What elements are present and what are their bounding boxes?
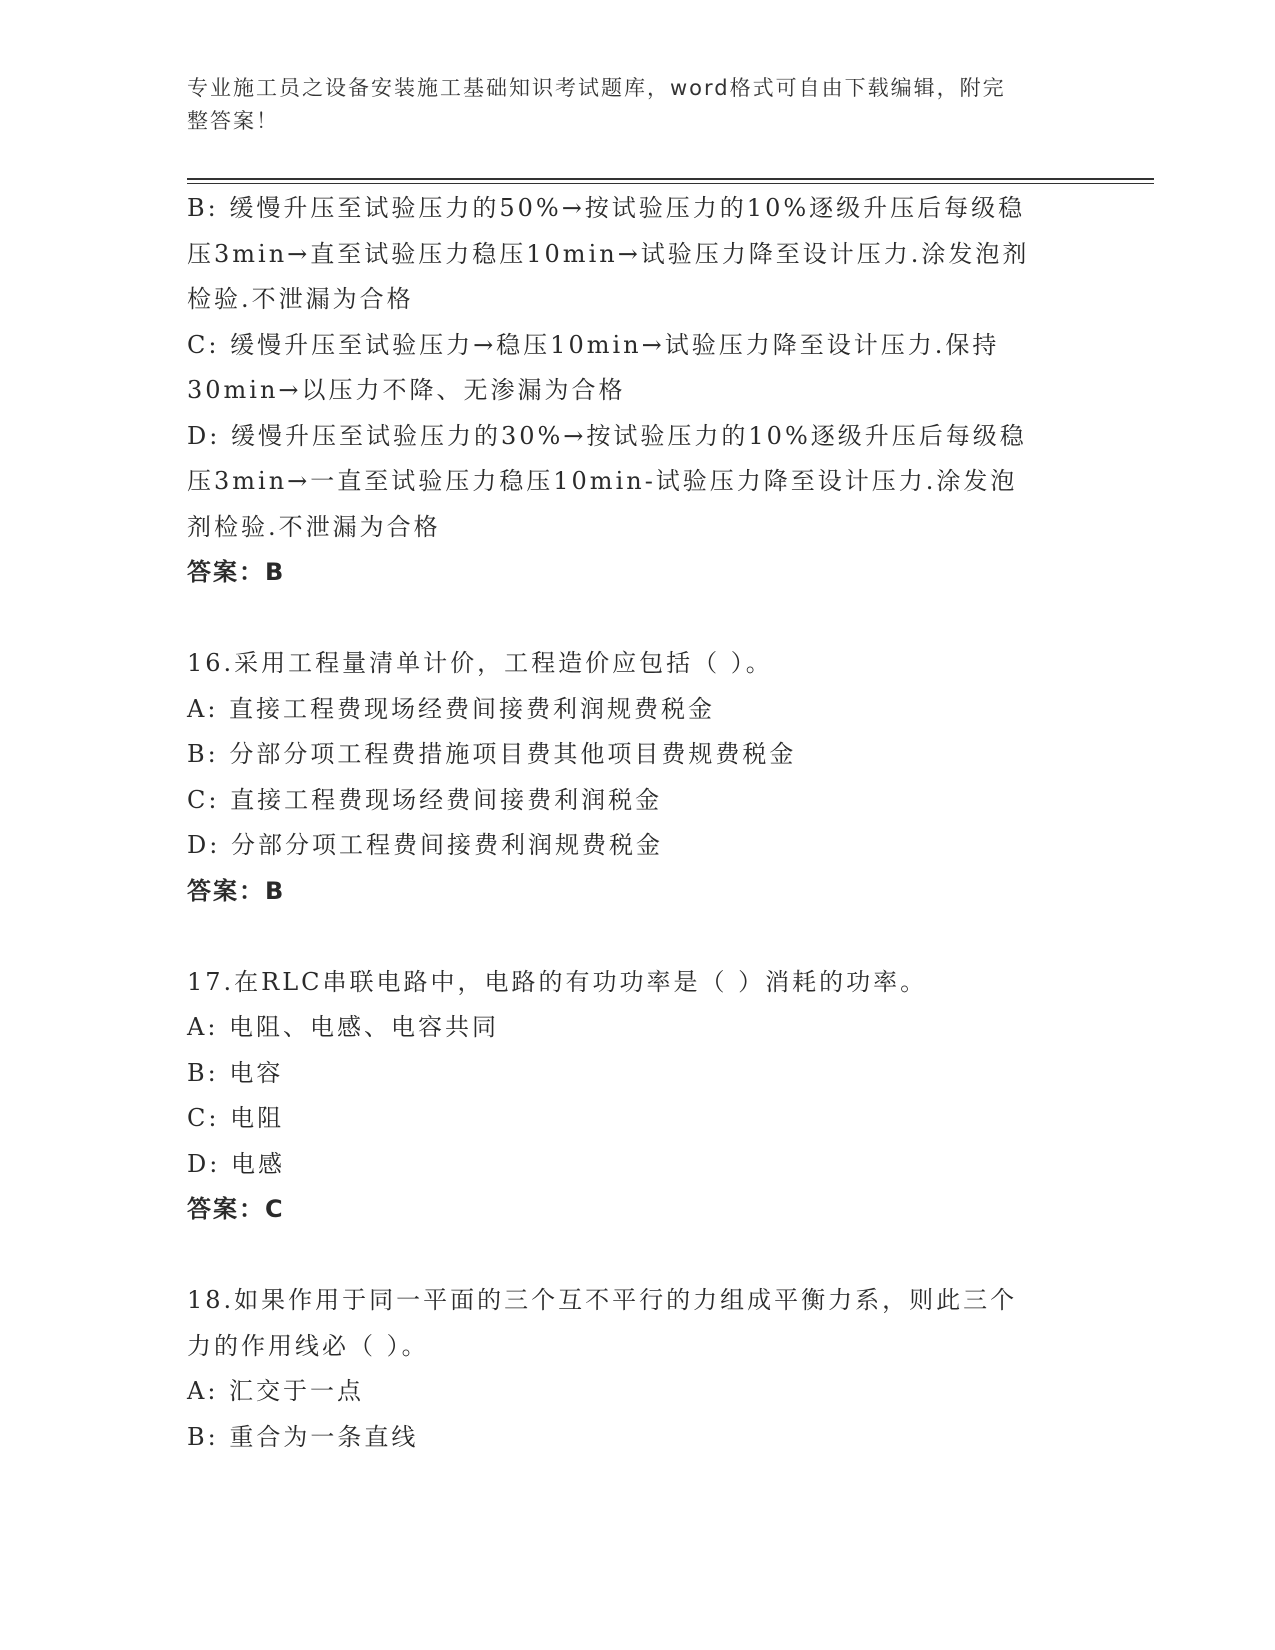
answer-17: 答案：C <box>187 1195 285 1223</box>
option-c-line-2: 30min→以压力不降、无渗漏为合格 <box>187 376 626 404</box>
question-17 <box>187 960 1087 1233</box>
option-b-line-1: B: 缓慢升压至试验压力的50%→按试验压力的10%逐级升压后每级稳 <box>187 194 1026 222</box>
page-header <box>187 72 1067 138</box>
question-16-option-b: B: 分部分项工程费措施项目费其他项目费规费税金 <box>187 740 797 768</box>
question-16-option-a: A: 直接工程费现场经费间接费利润规费税金 <box>187 694 716 723</box>
question-16-option-d: D: 分部分项工程费间接费利润规费税金 <box>187 831 663 859</box>
spacer <box>187 596 1087 642</box>
spacer <box>187 914 1087 960</box>
question-16-stem: 16.采用工程量清单计价，工程造价应包括（ ）。 <box>187 649 773 677</box>
answer-16: 答案：B <box>187 876 286 905</box>
question-16-option-c: C: 直接工程费现场经费间接费利润税金 <box>187 785 663 814</box>
option-d-line-1: D: 缓慢升压至试验压力的30%→按试验压力的10%逐级升压后每级稳 <box>187 421 1027 450</box>
question-17-option-b: B: 电容 <box>187 1058 284 1087</box>
option-d-line-3: 剂检验.不泄漏为合格 <box>187 512 441 541</box>
header-line-2: 整答案！ <box>187 109 279 133</box>
option-c-line-1: C: 缓慢升压至试验压力→稳压10min→试验压力降至设计压力.保持 <box>187 330 1000 359</box>
header-divider-thin <box>187 183 1154 184</box>
option-b-line-3: 检验.不泄漏为合格 <box>187 285 414 313</box>
spacer <box>187 1233 1087 1279</box>
question-15-tail <box>187 186 1087 596</box>
question-17-option-a: A: 电阻、电感、电容共同 <box>187 1013 500 1041</box>
question-18-stem-line-1: 18.如果作用于同一平面的三个互不平行的力组成平衡力系，则此三个 <box>187 1286 1018 1314</box>
question-17-option-d: D: 电感 <box>187 1149 285 1178</box>
question-17-stem: 17.在RLC串联电路中，电路的有功功率是（ ）消耗的功率。 <box>187 967 928 996</box>
option-b-line-2: 压3min→直至试验压力稳压10min→试验压力降至设计压力.涂发泡剂 <box>187 239 1030 268</box>
question-17-option-c: C: 电阻 <box>187 1104 285 1132</box>
answer-15: 答案：B <box>187 558 286 586</box>
question-18-stem-line-2: 力的作用线必（ ）。 <box>187 1331 429 1360</box>
question-18-option-a: A: 汇交于一点 <box>187 1377 365 1405</box>
header-line-1: 专业施工员之设备安装施工基础知识考试题库，word格式可自由下载编辑，附完 <box>187 76 1006 100</box>
document-body <box>187 186 1087 1460</box>
option-d-line-2: 压3min→一直至试验压力稳压10min-试验压力降至设计压力.涂发泡 <box>187 467 1018 495</box>
question-16 <box>187 641 1087 914</box>
header-divider-thick <box>187 178 1154 180</box>
question-18 <box>187 1278 1087 1460</box>
question-18-option-b: B: 重合为一条直线 <box>187 1422 419 1451</box>
